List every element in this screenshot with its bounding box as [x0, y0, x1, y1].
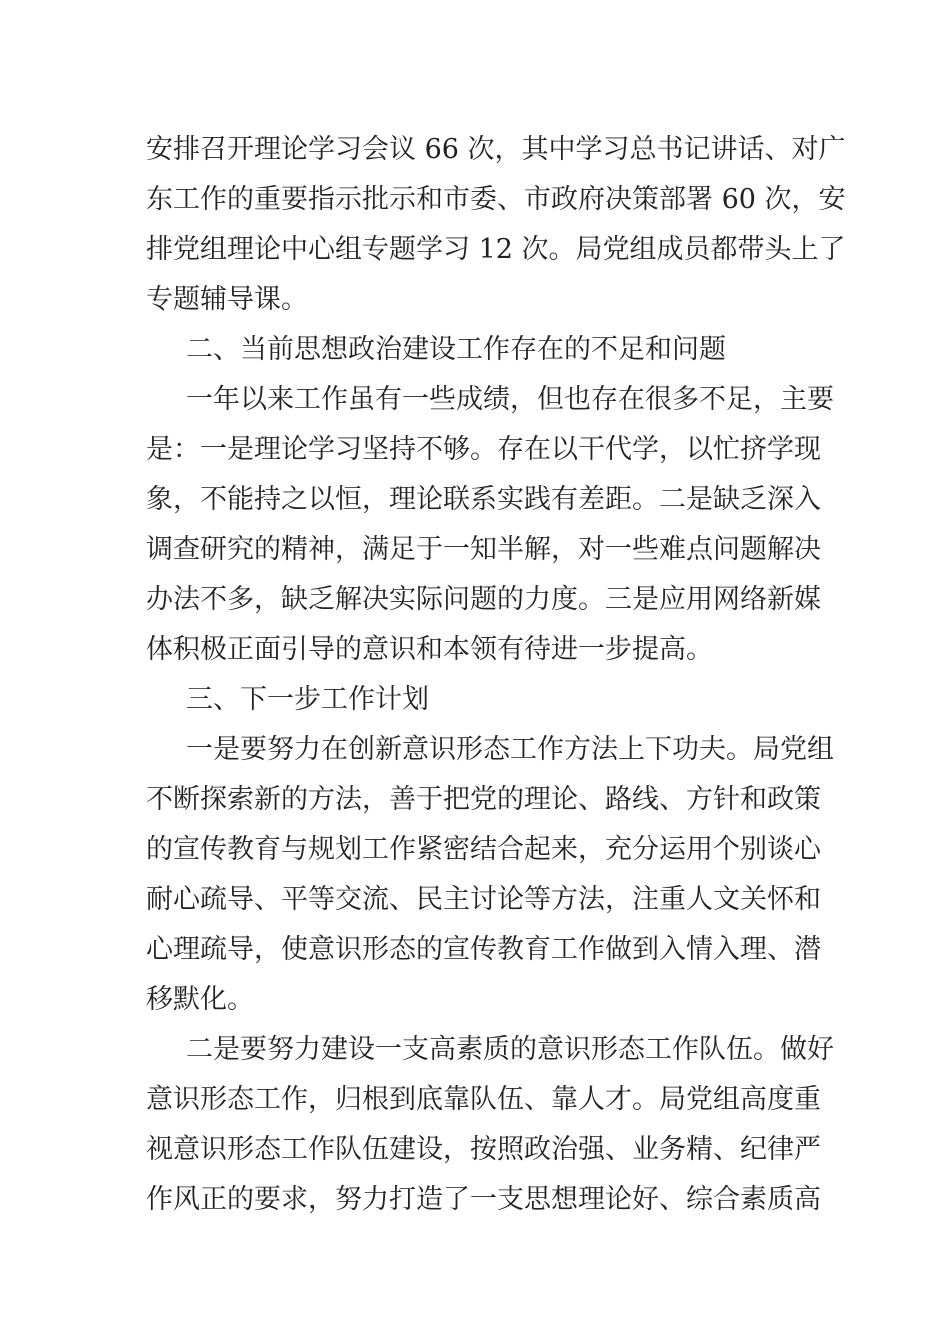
- text-line-2: 东工作的重要指示批示和市委、市政府决策部署 60 次，安: [146, 184, 846, 215]
- text-line-3: 排党组理论中心组专题学习 12 次。局党组成员都带头上了: [146, 234, 846, 265]
- text-line-7: 是：一是理论学习坚持不够。存在以干代学，以忙挤学现: [146, 434, 821, 465]
- section-heading-2: 二、当前思想政治建设工作存在的不足和问题: [186, 334, 726, 365]
- text-line-21: 视意识形态工作队伍建设，按照政治强、业务精、纪律严: [146, 1134, 821, 1165]
- text-line-11: 体积极正面引导的意识和本领有待进一步提高。: [146, 634, 713, 665]
- text-line-6: 一年以来工作虽有一些成绩，但也存在很多不足，主要: [186, 384, 834, 415]
- text-line-16: 耐心疏导、平等交流、民主讨论等方法，注重人文关怀和: [146, 884, 821, 915]
- text-line-10: 办法不多，缺乏解决实际问题的力度。三是应用网络新媒: [146, 584, 821, 615]
- text-line-4: 专题辅导课。: [146, 284, 308, 315]
- text-line-22: 作风正的要求，努力打造了一支思想理论好、综合素质高: [146, 1184, 821, 1215]
- text-line-14: 不断探索新的方法，善于把党的理论、路线、方针和政策: [146, 784, 821, 815]
- text-line-15: 的宣传教育与规划工作紧密结合起来，充分运用个别谈心: [146, 834, 821, 865]
- text-line-1: 安排召开理论学习会议 66 次，其中学习总书记讲话、对广: [146, 134, 846, 165]
- text-line-19: 二是要努力建设一支高素质的意识形态工作队伍。做好: [186, 1034, 834, 1065]
- text-line-9: 调查研究的精神，满足于一知半解，对一些难点问题解决: [146, 534, 821, 565]
- text-line-17: 心理疏导，使意识形态的宣传教育工作做到入情入理、潜: [146, 934, 821, 965]
- text-line-13: 一是要努力在创新意识形态工作方法上下功夫。局党组: [186, 734, 834, 765]
- text-line-18: 移默化。: [146, 984, 254, 1015]
- text-line-20: 意识形态工作，归根到底靠队伍、靠人才。局党组高度重: [146, 1084, 821, 1115]
- text-line-8: 象，不能持之以恒，理论联系实践有差距。二是缺乏深入: [146, 484, 821, 515]
- section-heading-3: 三、下一步工作计划: [186, 684, 429, 715]
